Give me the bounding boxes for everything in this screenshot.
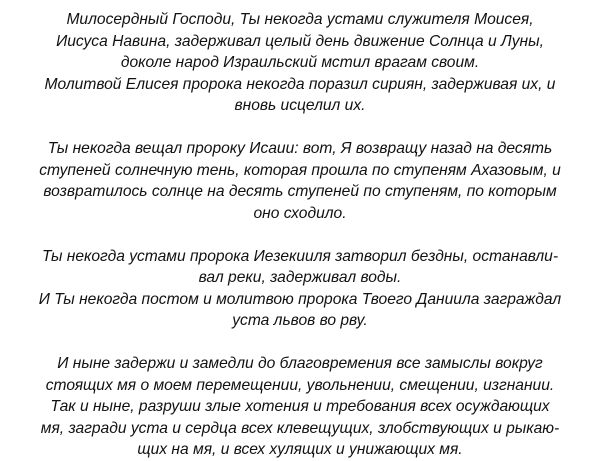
text-line: Ты некогда вещал пророку Исаии: вот, Я возвращу назад на десять bbox=[47, 140, 553, 157]
text-line: вал реки, задерживал воды. bbox=[198, 269, 402, 286]
paragraph-gap bbox=[0, 224, 600, 246]
text-line: ступеней солнечную тень, которая прошла по ступеням Ахазовым, и bbox=[39, 161, 561, 179]
text-line: стоящих мя о моем перемещении, увольнении, смещении, изгнании. bbox=[45, 376, 555, 394]
text-line: уста львов во рву. bbox=[232, 312, 368, 329]
paragraph-3 bbox=[0, 246, 600, 332]
paragraph-4 bbox=[0, 353, 600, 461]
text-line: щих на мя, и всех хулящих и унижающих мя. bbox=[137, 441, 463, 458]
paragraph-gap bbox=[0, 332, 600, 354]
text-line: доколе народ Израильский мстил врагам своим. bbox=[120, 54, 480, 71]
text-line: И Ты некогда постом и молитвою пророка Твоего Даниила заграждал bbox=[38, 290, 562, 308]
text-line: Так и ныне, разруши злые хотения и требования всех осуждающих bbox=[50, 398, 550, 415]
text-line: вновь исцелил их. bbox=[234, 97, 366, 114]
text-line: Милосердный Господи, Ты некогда устами служителя Моисея, bbox=[66, 11, 534, 28]
text-line: Молитвой Елисея пророка некогда поразил сириян, задерживая их, и bbox=[44, 75, 556, 93]
paragraph-gap bbox=[0, 117, 600, 139]
paragraph-1 bbox=[0, 9, 600, 117]
text-line: возвратилось солнце на десять ступеней по ступеням, по которым bbox=[43, 183, 557, 200]
text-line: мя, загради уста и сердца всех клевещущих, злобствующих и рыкаю- bbox=[40, 419, 560, 437]
text-line: И ныне задержи и замедли до благовремения все замыслы вокруг bbox=[57, 355, 543, 372]
text-line: Иисуса Навина, задерживал целый день движение Солнца и Луны, bbox=[56, 32, 544, 50]
paragraph-2 bbox=[0, 138, 600, 224]
text-line: оно сходило. bbox=[253, 204, 347, 222]
text-line: Ты некогда устами пророка Иезекииля затворил бездны, останавли- bbox=[41, 247, 559, 265]
